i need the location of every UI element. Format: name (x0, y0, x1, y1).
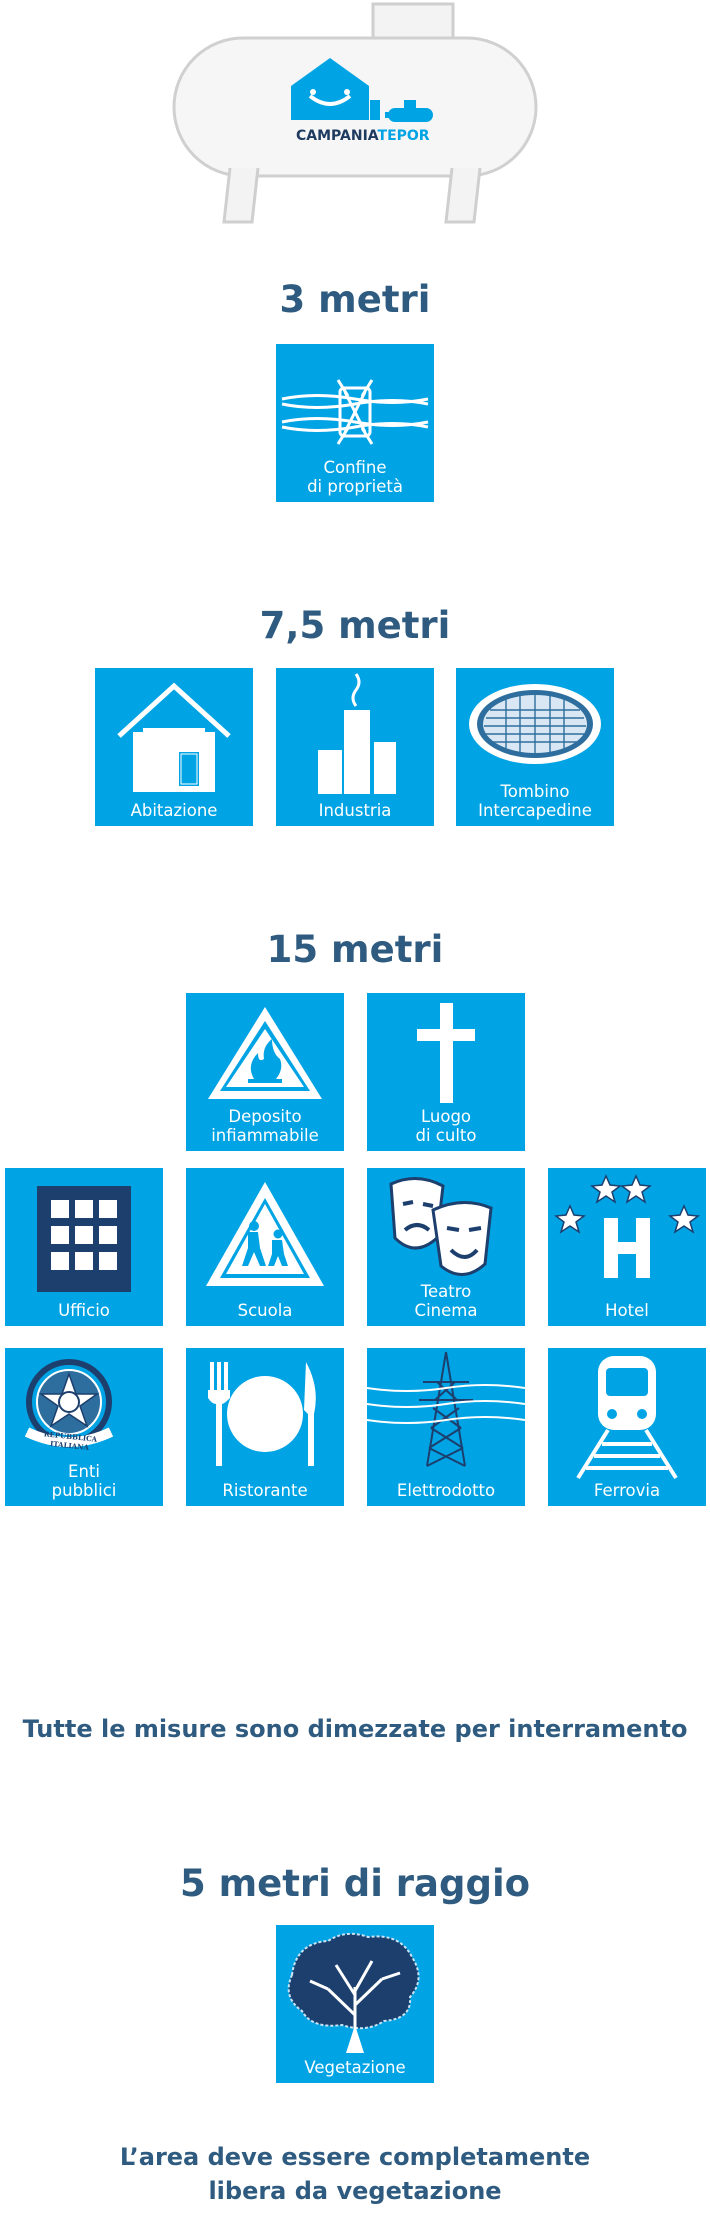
tank-icon (160, 0, 550, 230)
vegetation-note-line2: libera da vegetazione (208, 2177, 502, 2205)
tile-label: Hotel (605, 1301, 649, 1320)
tile-label: Industria (318, 801, 392, 820)
distance-heading-7-5m: 7,5 metri (259, 604, 451, 647)
tile-manhole (456, 668, 614, 826)
tile-railway (548, 1348, 706, 1506)
tile-label: Deposito infiammabile (211, 1107, 319, 1145)
tile-school (186, 1168, 344, 1326)
tile-vegetation (276, 1925, 434, 2083)
tile-label: Vegetazione (304, 2058, 406, 2077)
brand-name (296, 128, 430, 144)
distance-heading-5m-radius: 5 metri di raggio (179, 1862, 531, 1905)
tile-public-bodies (5, 1348, 163, 1506)
distance-heading-15m: 15 metri (266, 928, 444, 971)
emblem-ribbon-text: REPUBBLICA ITALIANA (43, 1429, 98, 1452)
tile-office (5, 1168, 163, 1326)
gas-tank-illustration (160, 0, 550, 230)
tile-label: Luogo di culto (415, 1107, 477, 1145)
tile-label: Ufficio (58, 1301, 110, 1320)
tile-property-boundary (276, 344, 434, 502)
tile-restaurant (186, 1348, 344, 1506)
tile-power-line (367, 1348, 525, 1506)
tile-label: Confine di proprietà (307, 458, 403, 496)
tile-label: Enti pubblici (51, 1462, 117, 1500)
tile-dwelling (95, 668, 253, 826)
tile-label: Ristorante (222, 1481, 308, 1500)
brand-name-part1: CAMPANIA (296, 128, 378, 144)
tile-label: Ferrovia (593, 1481, 661, 1500)
tile-label: Tombino Intercapedine (478, 782, 592, 820)
distance-heading-3m: 3 metri (279, 278, 431, 321)
brand-name-part2: TEPOR (377, 128, 430, 144)
vegetation-note-line1: L’area deve essere completamente (119, 2143, 591, 2171)
tile-hotel (548, 1168, 706, 1326)
tile-label: Elettrodotto (396, 1481, 496, 1500)
tile-industry (276, 668, 434, 826)
underground-note: Tutte le misure sono dimezzate per interramento (22, 1715, 688, 1743)
tile-flammable-storage (186, 993, 344, 1151)
tile-label: Scuola (237, 1301, 293, 1320)
tile-label: Abitazione (130, 801, 218, 820)
tile-label: Teatro Cinema (414, 1282, 478, 1320)
tile-place-of-worship (367, 993, 525, 1151)
tile-theatre-cinema (367, 1168, 525, 1326)
